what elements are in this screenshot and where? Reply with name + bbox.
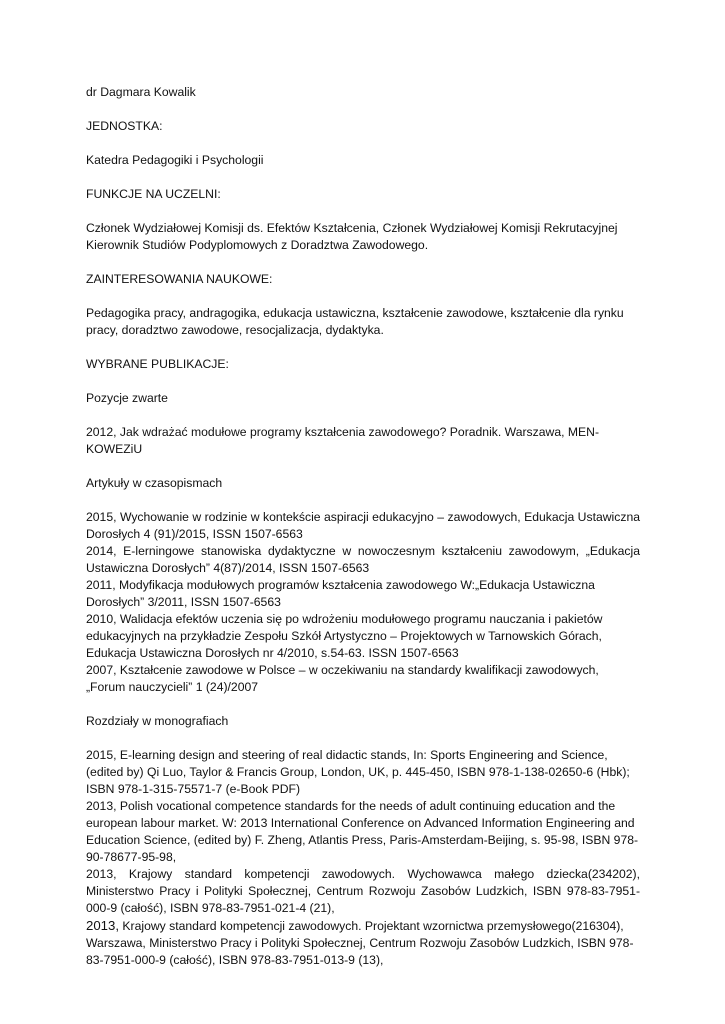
unit-name: Katedra Pedagogiki i Psychologii xyxy=(86,153,264,167)
articles-heading: Artykuły w czasopismach xyxy=(86,476,223,490)
books-heading: Pozycje zwarte xyxy=(86,391,168,405)
chapters-heading: Rozdziały w monografiach xyxy=(86,714,229,728)
chapter-entry: 2013, Krajowy standard kompetencji zawodowych. Wychowawca małego dziecka(234202), Ministerstwo Pracy i Polityki Społecznej, Centrum Rozwoju Zasobów Ludzkich, ISBN 978-83-7951-000-9 (całość), ISBN 978-83-7951-021-4 (21), xyxy=(86,867,640,915)
article-entry: 2010, Walidacja efektów uczenia się po wdrożeniu modułowego programu nauczania i pakietów edukacyjnych na przykładzie Zespołu Szkół Artystyczno – Projektowych w Tarnowskich Górach, Edukacja Ustawiczna Dorosłych nr 4/2010, s.54-63. ISSN 1507-6563 xyxy=(86,612,603,660)
functions-heading: FUNKCJE NA UCZELNI: xyxy=(86,187,221,201)
chapter-entry-last xyxy=(86,917,640,969)
article-entry: 2014, E-lerningowe stanowiska dydaktyczne w nowoczesnym kształceniu zawodowym, „Edukacja Ustawiczna Dorosłych” 4(87)/2014, ISSN 1507-6563 xyxy=(86,544,640,575)
interests-heading: ZAINTERESOWANIA NAUKOWE: xyxy=(86,272,273,286)
publications-heading: WYBRANE PUBLIKACJE: xyxy=(86,357,229,371)
document-page xyxy=(86,84,640,986)
chapters-list xyxy=(86,747,640,969)
article-entry: 2011, Modyfikacja modułowych programów kształcenia zawodowego W:„Edukacja Ustawiczna Dorosłych” 3/2011, ISSN 1507-6563 xyxy=(86,578,595,609)
unit-heading: JEDNOSTKA: xyxy=(86,119,163,133)
articles-list xyxy=(86,509,640,696)
author-name: dr Dagmara Kowalik xyxy=(86,85,196,99)
functions-text: Członek Wydziałowej Komisji ds. Efektów Kształcenia, Członek Wydziałowej Komisji Rekrutacyjnej Kierownik Studiów Podyplomowych z Doradztwa Zawodowego. xyxy=(86,221,618,252)
chapter-year: 2013, xyxy=(86,918,120,933)
article-entry: 2015, Wychowanie w rodzinie w kontekście aspiracji edukacyjno – zawodowych, Edukacja Ustawiczna Dorosłych 4 (91)/2015, ISSN 1507-6563 xyxy=(86,510,640,541)
chapter-entry: 2015, E-learning design and steering of real didactic stands, In: Sports Engineering and Science, (edited by) Qi Luo, Taylor & Francis Group, London, UK, p. 445-450, ISBN 978-1-138-02650-6 (Hbk); ISBN 978-1-315-75571-7 (e-Book PDF) xyxy=(86,748,630,796)
book-entry: 2012, Jak wdrażać modułowe programy kształcenia zawodowego? Poradnik. Warszawa, MEN-KOWEZiU xyxy=(86,425,600,456)
chapter-entry: 2013, Polish vocational competence standards for the needs of adult continuing education and the european labour market. W: 2013 International Conference on Advanced Information Engineering and Education Science, (edited by) F. Zheng, Atlantis Press, Paris-Amsterdam-Beijing, s. 95-98, ISBN 978-90-78677-95-98, xyxy=(86,799,639,864)
article-entry: 2007, Kształcenie zawodowe w Polsce – w oczekiwaniu na standardy kwalifikacji zawodowych, „Forum nauczycieli” 1 (24)/2007 xyxy=(86,663,599,694)
chapter-text: Krajowy standard kompetencji zawodowych. Projektant wzornictwa przemysłowego(216304), Warszawa, Ministerstwo Pracy i Polityki Społecznej, Centrum Rozwoju Zasobów Ludzkich, ISBN 978-83-7951-000-9 (całość), ISBN 978-83-7951-013-9 (13), xyxy=(86,919,634,967)
interests-text: Pedagogika pracy, andragogika, edukacja ustawiczna, kształcenie zawodowe, kształcenie dla rynku pracy, doradztwo zawodowe, resocjalizacja, dydaktyka. xyxy=(86,306,624,337)
